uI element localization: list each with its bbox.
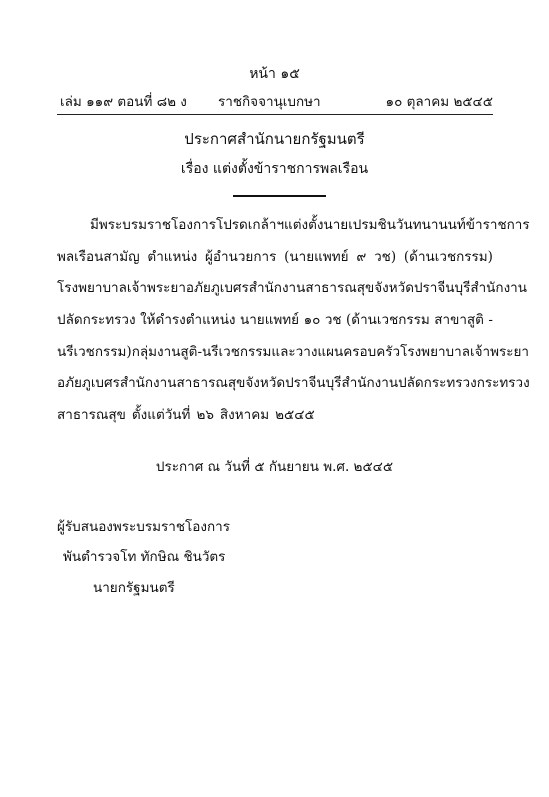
body-word: - [197,343,203,360]
body-word: วช [324,312,342,329]
body-word: สาธารณสุข [57,407,126,424]
body-word: กลุ่มงานสูติ [131,343,198,360]
body-word: สำนักงาน [470,280,527,297]
body-word: แต่งตั้ง [284,217,324,233]
body-word: นรีเวชกรรมและวางแผนครอบครัว [202,343,401,360]
body-word: นายเปรม [323,217,378,233]
announcement-subject: เรื่อง แต่งตั้งข้าราชการพลเรือน [180,161,369,177]
body-word: วช) [374,248,397,265]
header-date: ๑๐ ตุลาคม ๒๕๔๕ [385,94,493,110]
body-word: - [488,312,493,329]
body-word: ฯ [276,217,285,233]
body-word: ๒๖ [196,407,214,424]
body-word: โรงพยาบาลเจ้าพระยาอภัยภูเบศร [57,280,249,297]
header-volume-issue: เล่ม ๑๑๙ ตอนที่ ๘๒ ง [60,94,187,110]
body-word: โรงพยาบาลเจ้าพระยา [400,343,529,360]
body-line [57,337,529,369]
body-word: นรีเวชกรรม) [57,343,132,360]
body-word: (นายแพทย์ [284,248,349,265]
countersign-label: ผู้รับสนองพระบรมราชโองการ [57,519,230,535]
header-gazette-name: ราชกิจจานุเบกษา [218,94,321,110]
body-word: อภัยภูเบศร [57,375,120,392]
body-word: (ด้านเวชกรรม) [403,248,493,265]
body-line [57,368,530,400]
body-word: กระทรวง [476,375,530,392]
announcement-title: ประกาศสำนักนายกรัฐมนตรี [184,130,365,148]
body-word: ปลัดกระทรวง [57,312,136,329]
body-word: ตั้งแต่วันที่ [131,407,191,424]
body-word: ๙ [356,248,367,265]
body-line [57,210,530,242]
body-word: ให้ดำรงตำแหน่ง [140,312,236,329]
body-line [57,305,493,337]
body-word: สำนักงานปลัดกระทรวง [341,375,477,392]
body-word: ผู้อำนวยการ [205,248,277,265]
body-word: สำนักงานสาธารณสุขจังหวัดปราจีนบุรี [119,375,342,392]
body-word: นายแพทย์ [239,312,300,329]
body-line [57,242,493,274]
body-word: สิงหาคม [219,407,270,424]
body-line [57,273,527,305]
announcement-body [57,210,530,432]
page-number: หน้า ๑๕ [249,66,300,82]
title-divider [233,195,326,197]
body-word: ตำแหน่ง [147,248,198,265]
body-word: มีพระบรมราชโองการโปรดเกล้า [90,217,277,233]
body-word: สาขาสูติ [434,312,484,329]
body-word: ๒๕๔๕ [275,407,315,424]
header-divider [57,114,493,115]
signatory-position: นายกรัฐมนตรี [93,580,175,596]
body-word: ชินวันทนานนท์ [377,217,466,233]
body-word: (ด้านเวชกรรม [346,312,430,329]
signatory-name: พันตำรวจโท ทักษิณ ชินวัตร [63,549,226,565]
body-word: ข้าราชการ [465,217,530,233]
body-word: ๑๐ [303,312,321,329]
body-line [57,400,493,432]
body-word: สำนักงานสาธารณสุขจังหวัดปราจีนบุรี [248,280,471,297]
body-word: พลเรือนสามัญ [57,248,140,265]
announcement-date: ประกาศ ณ วันที่ ๕ กันยายน พ.ศ. ๒๕๔๕ [155,459,394,475]
